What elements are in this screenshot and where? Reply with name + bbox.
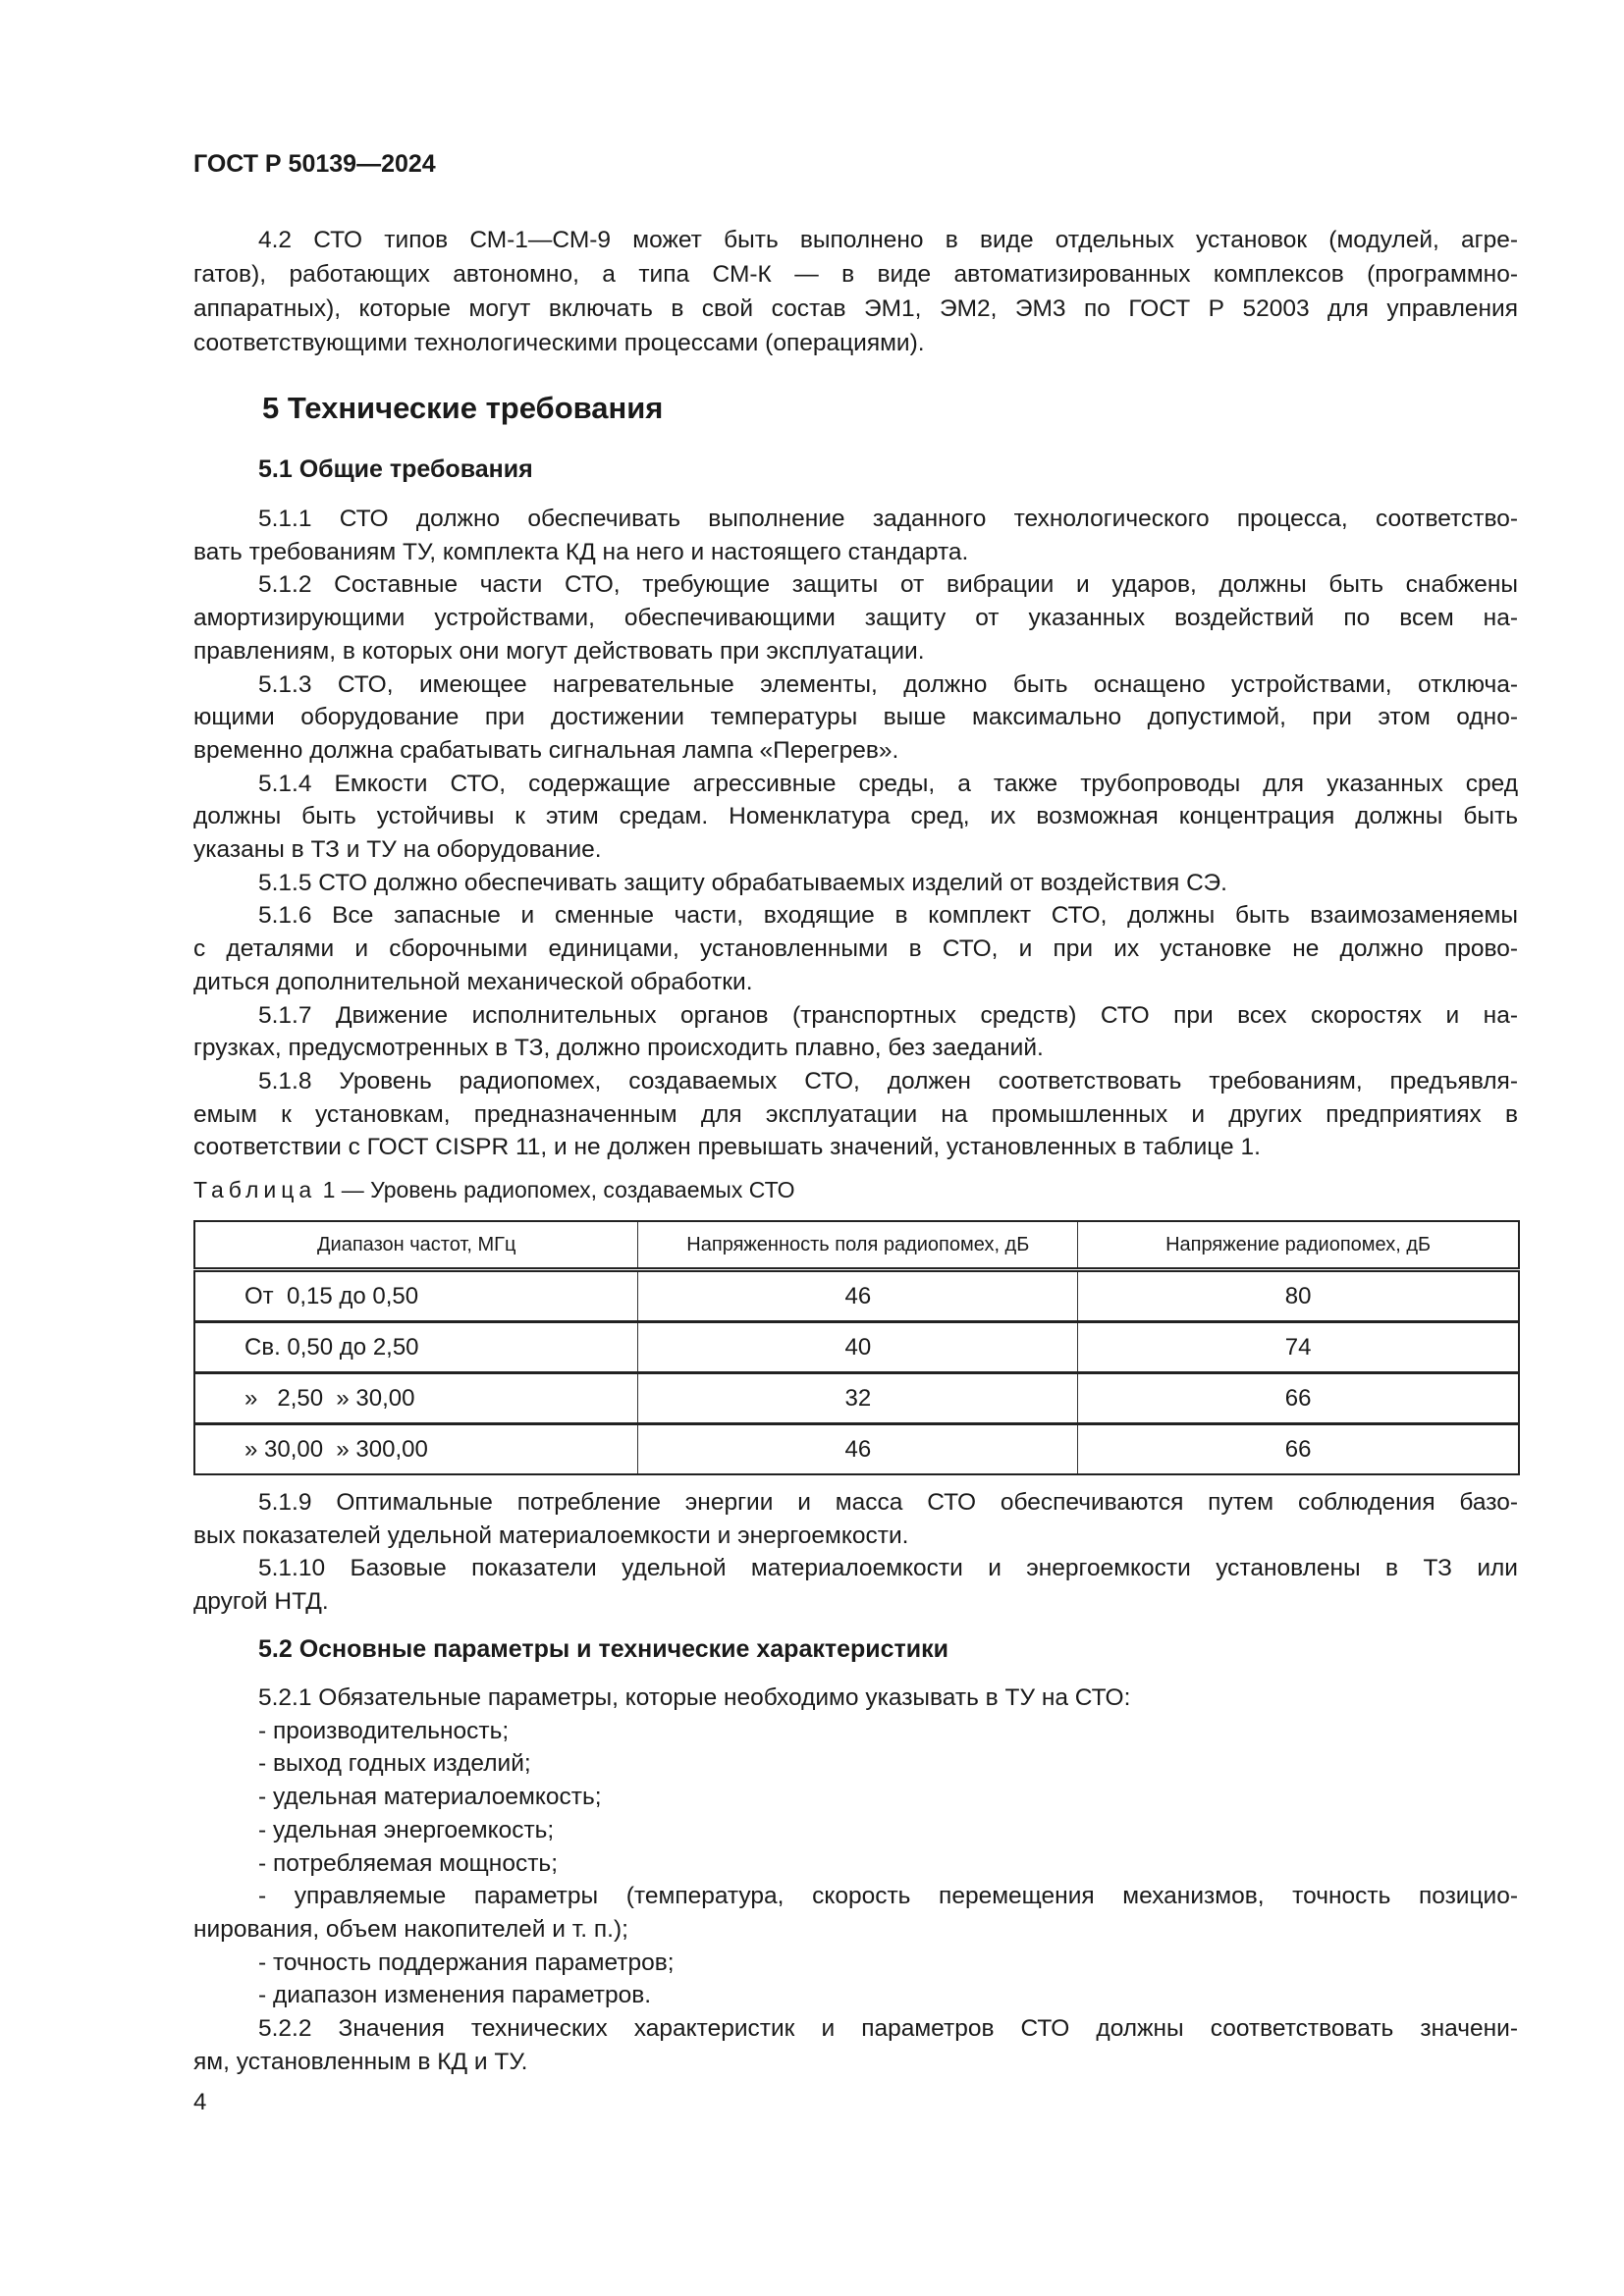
text-line: 4.2 СТО типов СМ-1—СМ-9 может быть выполнено в виде отдельных установок (модулей, агре- xyxy=(258,227,1518,253)
text-line: емым к установкам, предназначенным для эксплуатации на промышленных и других предприятиях в xyxy=(193,1100,1518,1128)
text-line: - управляемые параметры (температура, скорость перемещения механизмов, точность позицио- xyxy=(258,1883,1518,1910)
table-cell: 40 xyxy=(638,1322,1078,1373)
table-cell: 74 xyxy=(1078,1322,1519,1373)
paragraph xyxy=(193,568,1518,667)
table-cell: От 0,15 до 0,50 xyxy=(194,1270,638,1322)
table-cell: 32 xyxy=(638,1373,1078,1424)
text-line: соответствующими технологическими процессами (операциями). xyxy=(193,330,925,356)
table-row xyxy=(194,1424,1519,1475)
section-5-heading: 5 Технические требования xyxy=(262,391,664,425)
text-line: амортизирующими устройствами, обеспечивающими защиту от указанных воздействий по всем на- xyxy=(193,605,1518,632)
text-line: правлениям, в которых они могут действовать при эксплуатации. xyxy=(193,637,925,665)
table-cell: 66 xyxy=(1078,1424,1519,1475)
paragraph xyxy=(193,668,1518,768)
document-header: ГОСТ Р 50139—2024 xyxy=(193,150,436,178)
paragraph xyxy=(193,899,1518,998)
text-line: нирования, объем накопителей и т. п.); xyxy=(193,1915,628,1943)
text-line: 5.1.7 Движение исполнительных органов (транспортных средств) СТО при всех скоростях и на- xyxy=(258,1001,1518,1029)
table-row xyxy=(194,1270,1519,1322)
column-header: Напряженность поля радиопомех, дБ xyxy=(638,1221,1078,1270)
paragraph xyxy=(193,768,1518,867)
text-line: гатов), работающих автономно, а типа СМ-К — в виде автоматизированных комплексов (программно- xyxy=(193,261,1518,288)
text-line: - точность поддержания параметров; xyxy=(258,1949,675,1976)
text-line: 5.1.8 Уровень радиопомех, создаваемых СТО, должен соответствовать требованиям, предъявля- xyxy=(258,1067,1518,1095)
column-header: Напряжение радиопомех, дБ xyxy=(1078,1221,1519,1270)
column-header: Диапазон частот, МГц xyxy=(194,1221,638,1270)
radio-interference-table xyxy=(193,1220,1520,1475)
paragraph xyxy=(193,1747,1518,1781)
text-line: 5.1.2 Составные части СТО, требующие защиты от вибрации и ударов, должны быть снабжены xyxy=(258,571,1518,599)
table-cell: 46 xyxy=(638,1424,1078,1475)
paragraph xyxy=(193,503,1518,568)
text-line: временно должна срабатывать сигнальная лампа «Перегрев». xyxy=(193,736,899,764)
table-row xyxy=(194,1373,1519,1424)
table-cell: 66 xyxy=(1078,1373,1519,1424)
table-caption-word: Таблица xyxy=(193,1177,317,1202)
text-line: диться дополнительной механической обработки. xyxy=(193,968,753,995)
paragraph xyxy=(193,1880,1518,1946)
paragraph xyxy=(193,1682,1518,1715)
text-line: 5.1.1 СТО должно обеспечивать выполнение заданного технологического процесса, соответство- xyxy=(258,506,1518,532)
paragraph xyxy=(193,1065,1518,1164)
paragraph xyxy=(193,1814,1518,1847)
text-line: аппаратных), которые могут включать в свой состав ЭМ1, ЭМ2, ЭМ3 по ГОСТ Р 52003 для управления xyxy=(193,295,1518,322)
text-line: - удельная материалоемкость; xyxy=(258,1784,602,1811)
paragraph xyxy=(193,999,1518,1065)
paragraph-4-2 xyxy=(193,223,1518,360)
text-line: - выход годных изделий; xyxy=(258,1750,531,1778)
text-line: вать требованиям ТУ, комплекта КД на него и настоящего стандарта. xyxy=(193,538,969,565)
text-line: грузках, предусмотренных в ТЗ, должно происходить плавно, без заеданий. xyxy=(193,1035,1044,1062)
text-line: 5.1.9 Оптимальные потребление энергии и масса СТО обеспечиваются путем соблюдения базо- xyxy=(258,1489,1518,1516)
paragraph xyxy=(193,867,1518,900)
page-number: 4 xyxy=(193,2089,207,2115)
paragraph xyxy=(193,1486,1518,1552)
table-caption-title: 1 — Уровень радиопомех, создаваемых СТО xyxy=(316,1177,795,1202)
text-line: ющими оборудование при достижении температуры выше максимально допустимой, при этом одно- xyxy=(193,704,1518,731)
text-line: указаны в ТЗ и ТУ на оборудование. xyxy=(193,836,602,864)
section-5-1 xyxy=(193,453,1518,1164)
paragraph xyxy=(193,1781,1518,1814)
text-line: 5.2.2 Значения технических характеристик и параметров СТО должны соответствовать значени- xyxy=(258,2015,1518,2043)
text-line: - производительность; xyxy=(258,1717,510,1744)
paragraph xyxy=(193,1847,1518,1881)
text-line: 5.1.10 Базовые показатели удельной материалоемкости и энергоемкости установлены в ТЗ или xyxy=(258,1555,1518,1582)
paragraph xyxy=(193,223,1518,360)
text-line: 5.1.5 СТО должно обеспечивать защиту обрабатываемых изделий от воздействия СЭ. xyxy=(258,869,1227,896)
table-cell: Св. 0,50 до 2,50 xyxy=(194,1322,638,1373)
table-cell: » 2,50 » 30,00 xyxy=(194,1373,638,1424)
paragraph xyxy=(193,1947,1518,1980)
table-caption xyxy=(193,1177,794,1203)
paragraph xyxy=(193,1979,1518,2012)
section-5-1-heading: 5.1 Общие требования xyxy=(258,455,533,483)
section-5-2 xyxy=(193,1632,1518,2078)
table-cell: 80 xyxy=(1078,1270,1519,1322)
text-line: 5.1.4 Емкости СТО, содержащие агрессивные среды, а также трубопроводы для указанных сред xyxy=(258,770,1518,797)
text-line: - диапазон изменения параметров. xyxy=(258,1982,652,2009)
paragraph xyxy=(193,2012,1518,2078)
table-cell: 46 xyxy=(638,1270,1078,1322)
text-line: другой НТД. xyxy=(193,1588,329,1616)
text-line: 5.1.3 СТО, имеющее нагревательные элементы, должно быть оснащено устройствами, отключа- xyxy=(258,670,1518,698)
text-line: соответствии с ГОСТ CISPR 11, и не должен превышать значений, установленных в таблице 1. xyxy=(193,1134,1261,1161)
paragraph xyxy=(193,1715,1518,1748)
table-row xyxy=(194,1322,1519,1373)
text-line: - удельная энергоемкость; xyxy=(258,1816,555,1843)
text-line: ям, установленным в КД и ТУ. xyxy=(193,2048,528,2075)
paragraph xyxy=(193,1552,1518,1618)
text-line: с деталями и сборочными единицами, установленными в СТО, и при их установке не должно прово- xyxy=(193,935,1518,963)
text-line: вых показателей удельной материалоемкости и энергоемкости. xyxy=(193,1522,909,1549)
text-line: должны быть устойчивы к этим средам. Номенклатура сред, их возможная концентрация должны быть xyxy=(193,803,1518,830)
text-line: - потребляемая мощность; xyxy=(258,1849,559,1877)
text-line: 5.1.6 Все запасные и сменные части, входящие в комплект СТО, должны быть взаимозаменяемы xyxy=(258,902,1518,930)
section-5-2-heading: 5.2 Основные параметры и технические характеристики xyxy=(258,1635,949,1663)
table-cell: » 30,00 » 300,00 xyxy=(194,1424,638,1475)
text-line: 5.2.1 Обязательные параметры, которые необходимо указывать в ТУ на СТО: xyxy=(258,1684,1131,1711)
paragraphs-5-1-9-10 xyxy=(193,1486,1518,1619)
